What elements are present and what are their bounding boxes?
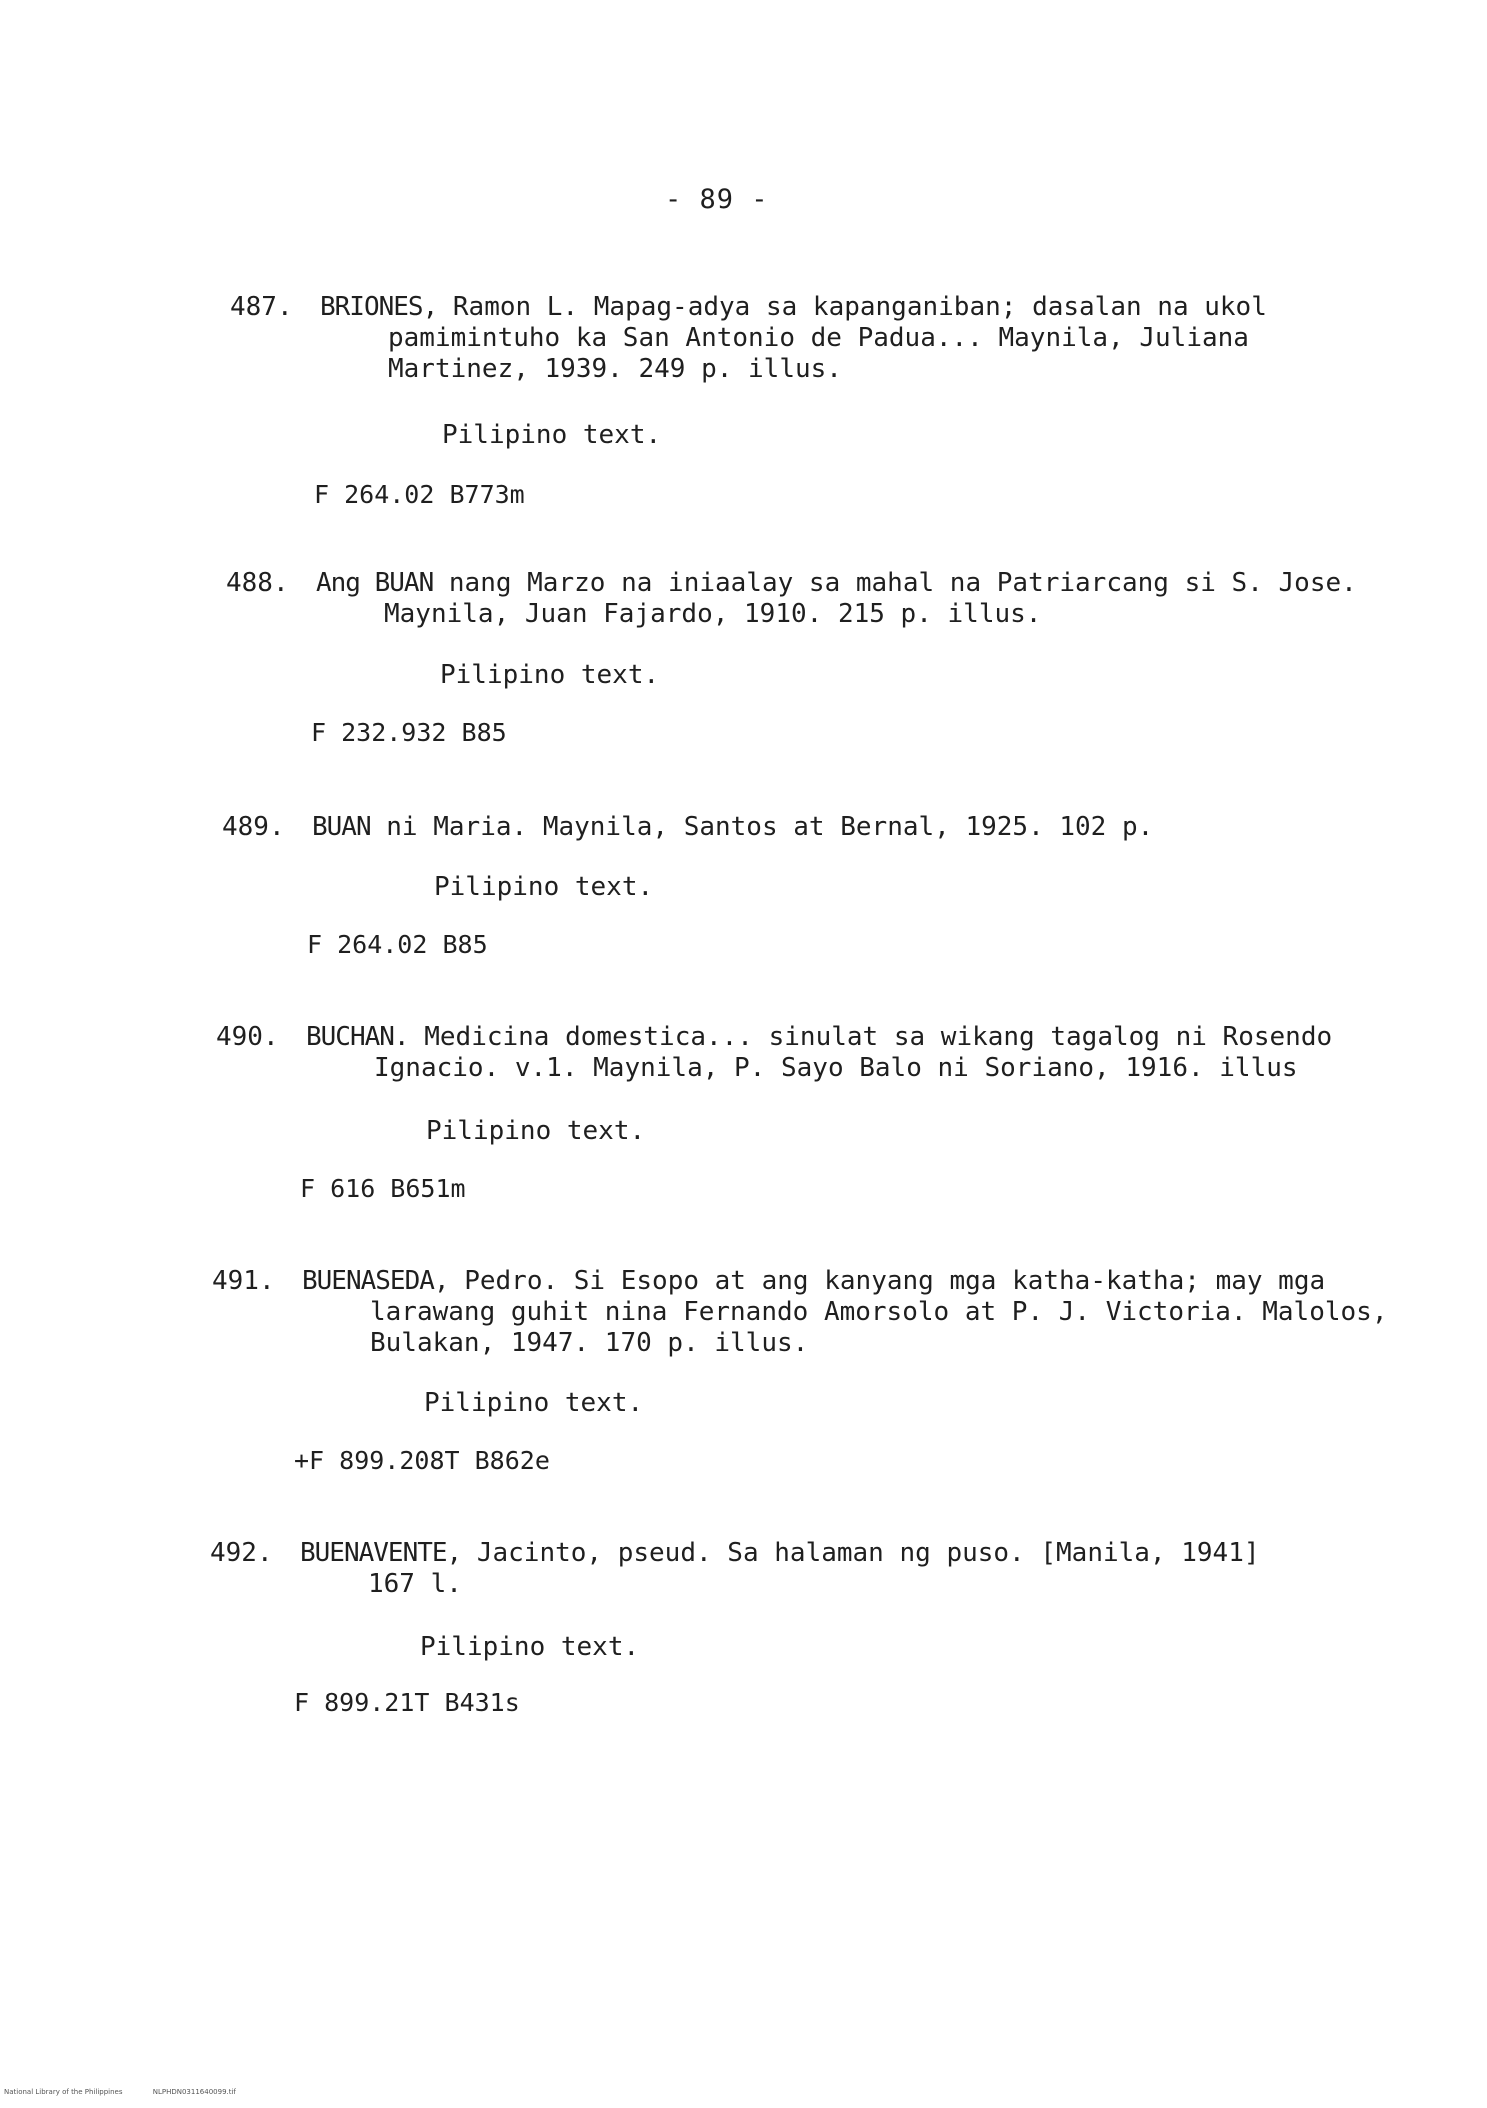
citation-text: Ramon L. Mapag-adya sa kapanganiban; dasalan na ukol [452,292,1267,322]
language-note: Pilipino text. [424,1388,644,1418]
call-number: F 232.932 B85 [311,718,507,747]
entry-number: 489. [222,812,285,842]
entry-heading: BUAN [312,812,371,842]
citation-line [312,812,1372,843]
language-note: Pilipino text. [426,1116,646,1146]
footer-file-id: NLPHDN0311640099.tif [152,2088,236,2096]
citation-line: 167 l. [368,1569,462,1599]
entry-heading: BUENAVENTE, [300,1538,462,1568]
entry-heading: BUCHAN. [306,1022,409,1052]
citation-line: Maynila, Juan Fajardo, 1910. 215 p. illus. [384,599,1042,629]
citation-text: Jacinto, pseud. Sa halaman ng puso. [Manila, 1941] [476,1538,1260,1568]
language-note: Pilipino text. [442,420,662,450]
entry-number: 488. [226,568,289,598]
citation-line: Martinez, 1939. 249 p. illus. [388,354,842,384]
citation-line: larawang guhit nina Fernando Amorsolo at P. J. Victoria. Malolos, [370,1297,1388,1327]
citation-line: pamimintuho ka San Antonio de Padua... Maynila, Juliana [388,323,1249,353]
citation-line [320,292,1380,323]
citation [312,812,1372,843]
entry-number: 487. [230,292,293,322]
entry-heading: BRIONES, [320,292,438,322]
entry-number: 491. [212,1266,275,1296]
entry-number: 492. [210,1538,273,1568]
citation-text: nang Marzo na iniaalay sa mahal na Patriarcang si S. Jose. [448,568,1357,598]
page-number: - 89 - [665,184,769,215]
citation-line [306,1022,1366,1053]
scan-footer [4,2088,264,2096]
citation [302,1266,1388,1359]
citation-text: Pedro. Si Esopo at ang kanyang mga katha-katha; may mga [464,1266,1326,1296]
citation [320,292,1380,385]
language-note: Pilipino text. [420,1632,640,1662]
citation-line [300,1538,1360,1569]
citation [300,1538,1360,1600]
citation-line [316,568,1376,599]
language-note: Pilipino text. [434,872,654,902]
citation-line: Ignacio. v.1. Maynila, P. Sayo Balo ni Soriano, 1916. illus [374,1053,1298,1083]
call-number: +F 899.208T B862e [294,1446,550,1475]
call-number: F 264.02 B85 [307,930,488,959]
footer-library: National Library of the Philippines [4,2088,123,2096]
citation-text: ni Maria. Maynila, Santos at Bernal, 1925. 102 p. [386,812,1154,842]
entry-number: 490. [216,1022,279,1052]
call-number: F 899.21T B431s [294,1688,520,1717]
entry-heading: BUENASEDA, [302,1266,449,1296]
entry-heading: Ang BUAN [316,568,434,598]
citation-line: Bulakan, 1947. 170 p. illus. [370,1328,809,1358]
call-number: F 264.02 B773m [314,480,525,509]
citation [316,568,1376,630]
language-note: Pilipino text. [440,660,660,690]
citation-line [302,1266,1362,1297]
citation [306,1022,1366,1084]
citation-text: Medicina domestica... sinulat sa wikang tagalog ni Rosendo [424,1022,1333,1052]
call-number: F 616 B651m [300,1174,466,1203]
